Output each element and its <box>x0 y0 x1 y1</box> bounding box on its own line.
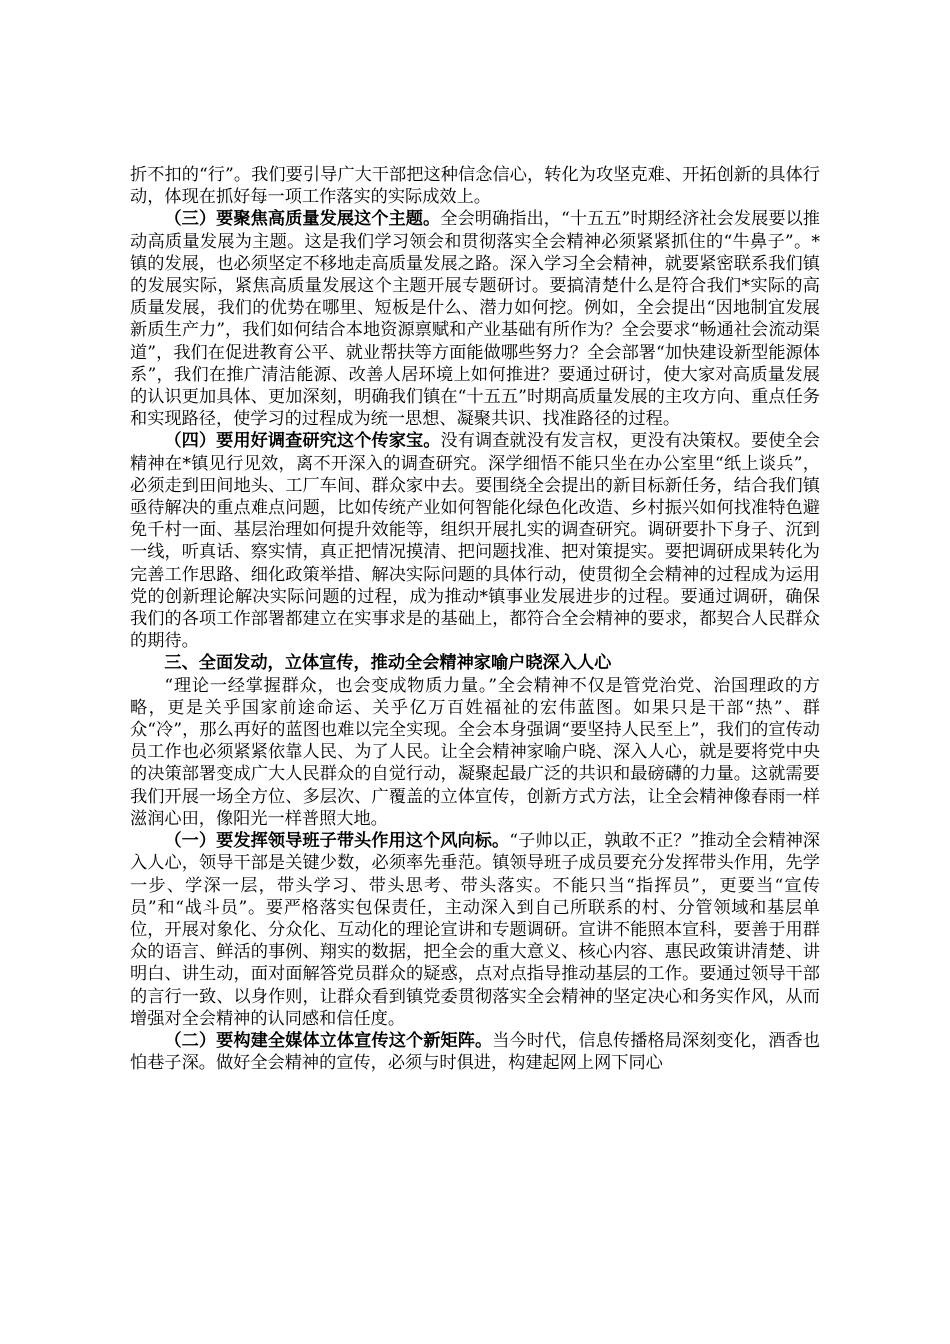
paragraph-lead: （一）要发挥领导班子带头作用这个风向标。 <box>164 831 510 852</box>
paragraph-theory-masses <box>130 675 820 830</box>
paragraph-lead: （四）要用好调查研究这个传家宝。 <box>164 431 441 452</box>
paragraph-focus-quality-development <box>130 208 820 430</box>
paragraph-text: 没有调查就没有发言权，更没有决策权。要使全会精神在*镇见行见效，离不开深入的调查研究。深学细悟不能只坐在办公室里“纸上谈兵”，必须走到田间地头、工厂车间、群众家中去。要围绕全会提出的新目标新任务，结合我们镇亟待解决的重点难点问题，比如传统产业如何智能化绿色化改造、乡村振兴如何找准特色避免千村一面、基层治理如何提升效能等，组织开展扎实的调查研究。调研要扑下身子、沉到一线，听真话、察实情，真正把情况摸清、把问题找准、把对策提实。要把调研成果转化为完善工作思路、细化政策举措、解决实际问题的具体行动，使贯彻全会精神的过程成为运用党的创新理论解决实际问题的过程，成为推动*镇事业发展进步的过程。要通过调研，确保我们的各项工作部署都建立在实事求是的基础上，都符合全会精神的要求，都契合人民群众的期待。 <box>130 431 820 652</box>
paragraph-all-media-matrix <box>130 1030 820 1074</box>
paragraph-text: “理论一经掌握群众，也会变成物质力量。”全会精神不仅是管党治党、治国理政的方略，更是关乎国家前途命运、关乎亿万百姓福祉的宏伟蓝图。如果只是干部“热”、群众“冷”，那么再好的蓝图也难以完全实现。全会本身强调“要坚持人民至上”，我们的宣传动员工作也必须紧紧依靠人民、为了人民。让全会精神家喻户晓、深入人心，就是要将党中央的决策部署变成广大人民群众的自觉行动，凝聚起最广泛的共识和最磅礴的力量。这就需要我们开展一场全方位、多层次、广覆盖的立体宣传，创新方式方法，让全会精神像春雨一样滋润心田，像阳光一样普照大地。 <box>130 675 820 829</box>
paragraph-continuation <box>130 164 820 208</box>
paragraph-text: “子帅以正，孰敢不正？”推动全会精神深入人心，领导干部是关键少数，必须率先垂范。镇领导班子成员要充分发挥带头作用，先学一步、学深一层，带头学习、带头思考、带头落实。不能只当“指挥员”，更要当“宣传员”和“战斗员”。要严格落实包保责任，主动深入到自己所联系的村、分管领域和基层单位，开展对象化、分众化、互动化的理论宣讲和专题调研。宣讲不能照本宣科，要善于用群众的语言、鲜活的事例、翔实的数据，把全会的重大意义、核心内容、惠民政策讲清楚、讲明白、讲生动，面对面解答党员群众的疑惑，点对点指导推动基层的工作。要通过领导干部的言行一致、以身作则，让群众看到镇党委贯彻落实全会精神的坚定决心和务实作风，从而增强对全会精神的认同感和信任度。 <box>130 831 820 1029</box>
section-heading: 三、全面发动，立体宣传，推动全会精神家喻户晓深入人心 <box>164 653 612 674</box>
paragraph-lead: （二）要构建全媒体立体宣传这个新矩阵。 <box>164 1030 493 1051</box>
paragraph-leadership-role <box>130 830 820 1030</box>
paragraph-text: 全会明确指出，“十五五”时期经济社会发展要以推动高质量发展为主题。这是我们学习领会和贯彻落实全会精神必须紧紧抓住的“牛鼻子”。*镇的发展，也必须坚定不移地走高质量发展之路。深入学习全会精神，就要紧密联系我们镇的发展实际，紧焦高质量发展这个主题开展专题研讨。要搞清楚什么是符合我们*实际的高质量发展，我们的优势在哪里、短板是什么、潜力如何挖。例如，全会提出“因地制宜发展新质生产力”，我们如何结合本地资源禀赋和产业基础有所作为？全会要求“畅通社会流动渠道”，我们在促进教育公平、就业帮扶等方面能做哪些努力？全会部署“加快建设新型能源体系”，我们在推广清洁能源、改善人居环境上如何推进？要通过研讨，使大家对高质量发展的认识更加具体、更加深刻，明确我们镇在“十五五”时期高质量发展的主攻方向、重点任务和实现路径，使学习的过程成为统一思想、凝聚共识、找准路径的过程。 <box>130 209 820 430</box>
paragraph-text: 当今时代，信息传播格局深刻变化，酒香也怕巷子深。做好全会精神的宣传，必须与时俱进，构建起网上网下同心 <box>130 1030 820 1074</box>
document-body <box>130 164 820 1074</box>
paragraph-investigation-research <box>130 430 820 652</box>
paragraph-text: 折不扣的“行”。我们要引导广大干部把这种信念信心，转化为攻坚克难、开拓创新的具体行动，体现在抓好每一项工作落实的实际成效上。 <box>130 165 820 208</box>
paragraph-lead: （三）要聚焦高质量发展这个主题。 <box>164 209 441 230</box>
